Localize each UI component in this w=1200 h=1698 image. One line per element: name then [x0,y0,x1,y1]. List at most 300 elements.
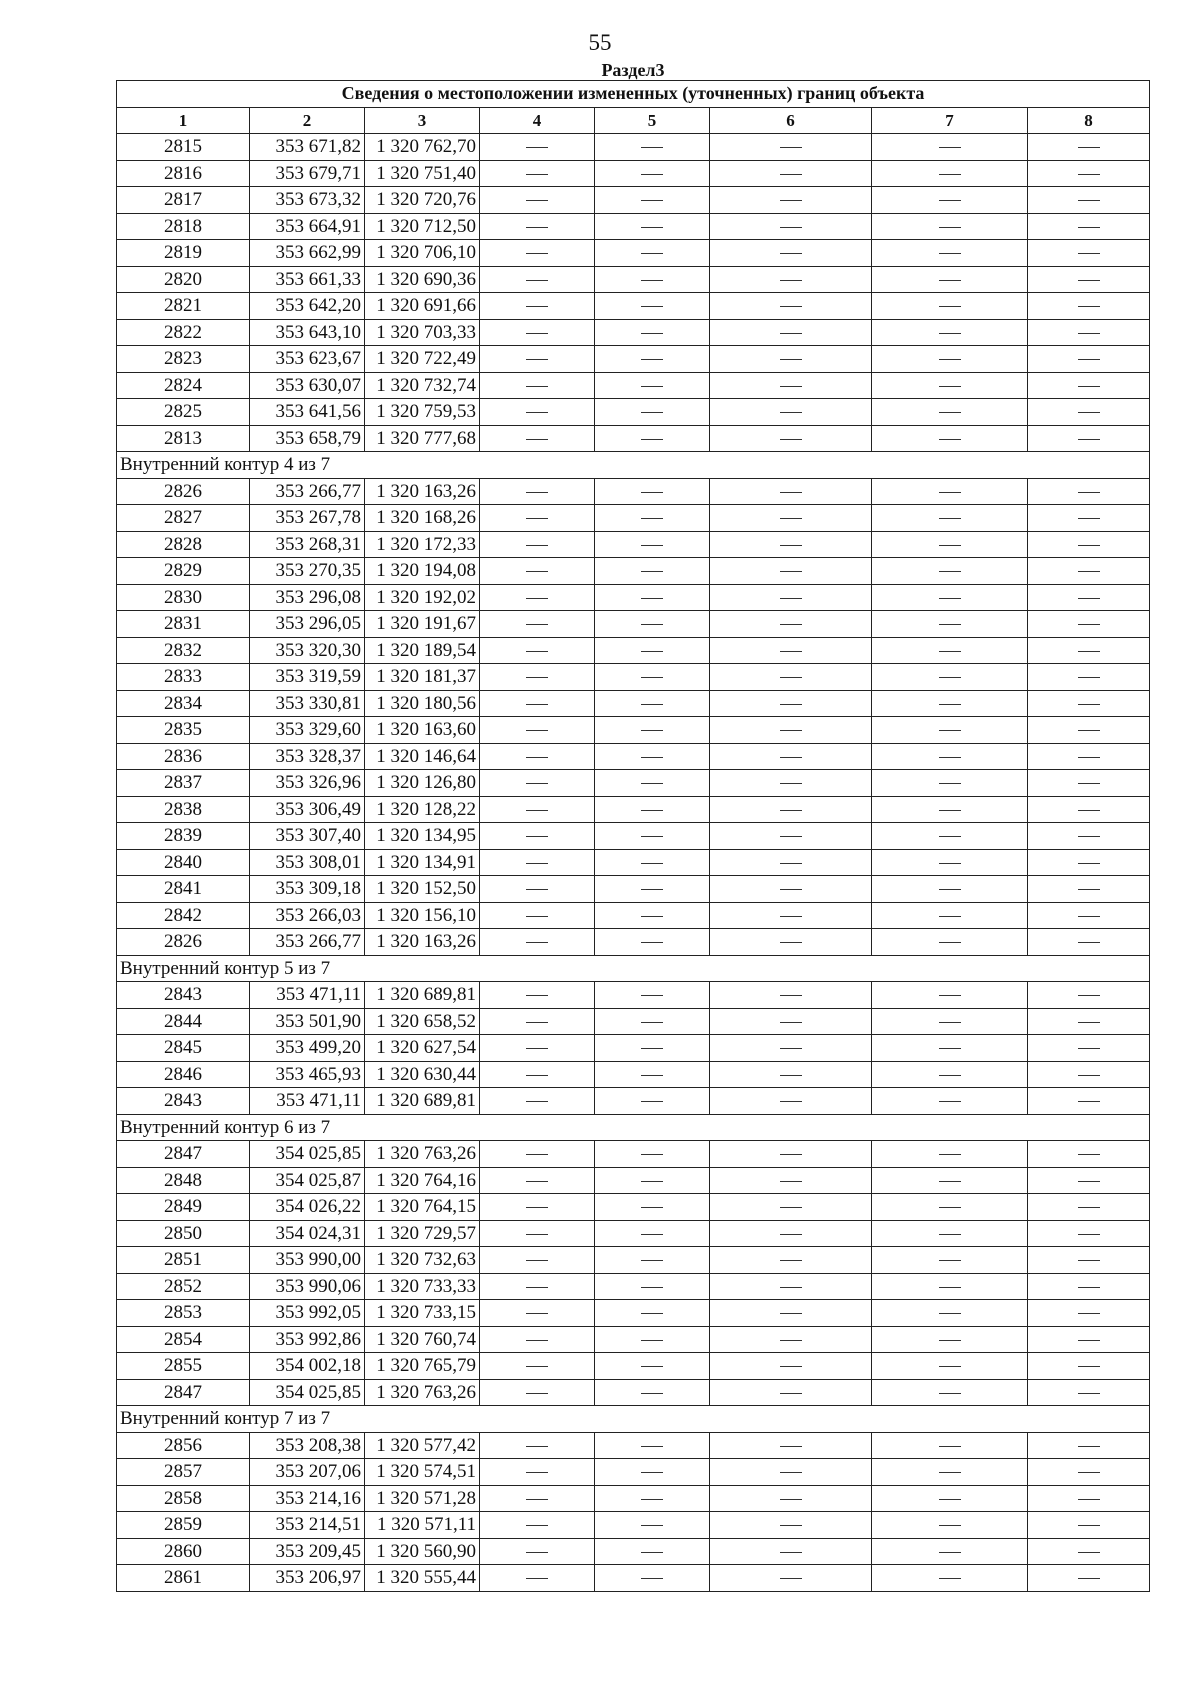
dash-mark [939,1260,961,1261]
dash-mark [1078,1525,1100,1526]
table-row [117,187,1150,214]
empty-value-cell [872,266,1028,293]
empty-value-cell [872,372,1028,399]
empty-value-cell [595,1300,710,1327]
dash-mark [780,1578,802,1579]
empty-value-cell [872,1194,1028,1221]
y-coordinate-cell: 1 320 168,26 [365,505,480,532]
dash-mark [1078,1287,1100,1288]
dash-mark [939,545,961,546]
empty-value-cell [710,266,872,293]
dash-mark [641,280,663,281]
empty-value-cell [710,293,872,320]
empty-value-cell [1028,134,1150,161]
table-row [117,1565,1150,1592]
point-number-cell: 2829 [117,558,250,585]
empty-value-cell [480,876,595,903]
dash-mark [780,1234,802,1235]
y-coordinate-cell: 1 320 765,79 [365,1353,480,1380]
dash-mark [641,1022,663,1023]
empty-value-cell [872,1379,1028,1406]
dash-mark [939,253,961,254]
dash-mark [1078,1393,1100,1394]
empty-value-cell [480,134,595,161]
dash-mark [939,359,961,360]
table-row [117,743,1150,770]
dash-mark [526,704,548,705]
point-number-cell: 2842 [117,902,250,929]
dash-mark [641,147,663,148]
dash-mark [780,227,802,228]
dash-mark [641,1446,663,1447]
table-header-row [117,107,1150,134]
empty-value-cell [710,1273,872,1300]
dash-mark [641,598,663,599]
empty-value-cell [1028,876,1150,903]
dash-mark [526,386,548,387]
point-number-cell: 2816 [117,160,250,187]
empty-value-cell [872,134,1028,161]
empty-value-cell [1028,1141,1150,1168]
empty-value-cell [710,982,872,1009]
empty-value-cell [872,1512,1028,1539]
contour-heading: Внутренний контур 4 из 7 [117,452,1150,479]
dash-mark [780,1340,802,1341]
point-number-cell: 2844 [117,1008,250,1035]
empty-value-cell [872,1008,1028,1035]
dash-mark [939,1472,961,1473]
empty-value-cell [1028,1353,1150,1380]
empty-value-cell [1028,1485,1150,1512]
table-row [117,717,1150,744]
empty-value-cell [872,399,1028,426]
dash-mark [526,412,548,413]
x-coordinate-cell: 353 326,96 [250,770,365,797]
x-coordinate-cell: 353 471,11 [250,982,365,1009]
table-row [117,1379,1150,1406]
column-header: 1 [117,107,250,134]
dash-mark [1078,810,1100,811]
dash-mark [526,1181,548,1182]
empty-value-cell [595,1220,710,1247]
empty-value-cell [1028,611,1150,638]
point-number-cell: 2858 [117,1485,250,1512]
dash-mark [939,1446,961,1447]
dash-mark [526,1048,548,1049]
column-header: 7 [872,107,1028,134]
x-coordinate-cell: 353 664,91 [250,213,365,240]
dash-mark [526,1499,548,1500]
empty-value-cell [1028,1326,1150,1353]
point-number-cell: 2855 [117,1353,250,1380]
dash-mark [780,916,802,917]
dash-mark [1078,280,1100,281]
empty-value-cell [1028,1273,1150,1300]
empty-value-cell [595,1538,710,1565]
point-number-cell: 2831 [117,611,250,638]
dash-mark [526,1154,548,1155]
point-number-cell: 2832 [117,637,250,664]
table-row [117,160,1150,187]
empty-value-cell [480,796,595,823]
empty-value-cell [595,823,710,850]
empty-value-cell [595,505,710,532]
dash-mark [939,651,961,652]
empty-value-cell [480,399,595,426]
point-number-cell: 2815 [117,134,250,161]
point-number-cell: 2847 [117,1141,250,1168]
dash-mark [939,783,961,784]
dash-mark [780,757,802,758]
dash-mark [526,598,548,599]
empty-value-cell [710,319,872,346]
point-number-cell: 2833 [117,664,250,691]
empty-value-cell [872,902,1028,929]
y-coordinate-cell: 1 320 630,44 [365,1061,480,1088]
dash-mark [780,518,802,519]
dash-mark [780,1366,802,1367]
point-number-cell: 2834 [117,690,250,717]
empty-value-cell [872,1326,1028,1353]
empty-value-cell [595,478,710,505]
y-coordinate-cell: 1 320 192,02 [365,584,480,611]
table-row [117,1300,1150,1327]
empty-value-cell [480,1432,595,1459]
empty-value-cell [480,1167,595,1194]
empty-value-cell [480,293,595,320]
dash-mark [1078,651,1100,652]
empty-value-cell [1028,982,1150,1009]
dash-mark [780,730,802,731]
empty-value-cell [1028,478,1150,505]
dash-mark [939,1578,961,1579]
dash-mark [780,1499,802,1500]
empty-value-cell [1028,1220,1150,1247]
empty-value-cell [710,531,872,558]
dash-mark [1078,492,1100,493]
empty-value-cell [872,849,1028,876]
y-coordinate-cell: 1 320 181,37 [365,664,480,691]
empty-value-cell [872,1220,1028,1247]
dash-mark [641,200,663,201]
x-coordinate-cell: 353 207,06 [250,1459,365,1486]
point-number-cell: 2847 [117,1379,250,1406]
empty-value-cell [872,478,1028,505]
empty-value-cell [480,240,595,267]
empty-value-cell [710,1167,872,1194]
dash-mark [780,412,802,413]
empty-value-cell [710,213,872,240]
dash-mark [780,651,802,652]
dash-mark [526,783,548,784]
empty-value-cell [595,1485,710,1512]
dash-mark [939,916,961,917]
empty-value-cell [480,1300,595,1327]
empty-value-cell [710,1300,872,1327]
y-coordinate-cell: 1 320 760,74 [365,1326,480,1353]
point-number-cell: 2859 [117,1512,250,1539]
y-coordinate-cell: 1 320 163,60 [365,717,480,744]
table-row [117,1512,1150,1539]
empty-value-cell [710,1432,872,1459]
dash-mark [526,1393,548,1394]
dash-mark [780,1552,802,1553]
empty-value-cell [710,425,872,452]
table-row [117,346,1150,373]
empty-value-cell [480,1008,595,1035]
x-coordinate-cell: 353 328,37 [250,743,365,770]
dash-mark [1078,1366,1100,1367]
dash-mark [780,492,802,493]
dash-mark [1078,1207,1100,1208]
empty-value-cell [595,1432,710,1459]
dash-mark [939,1075,961,1076]
dash-mark [939,227,961,228]
dash-mark [939,810,961,811]
x-coordinate-cell: 354 025,85 [250,1379,365,1406]
y-coordinate-cell: 1 320 777,68 [365,425,480,452]
point-number-cell: 2860 [117,1538,250,1565]
y-coordinate-cell: 1 320 689,81 [365,982,480,1009]
x-coordinate-cell: 353 661,33 [250,266,365,293]
table-row [117,531,1150,558]
dash-mark [526,545,548,546]
dash-mark [939,730,961,731]
empty-value-cell [872,796,1028,823]
empty-value-cell [872,1353,1028,1380]
table-row [117,929,1150,956]
dash-mark [780,1446,802,1447]
empty-value-cell [872,213,1028,240]
empty-value-cell [480,1459,595,1486]
dash-mark [939,1022,961,1023]
point-number-cell: 2841 [117,876,250,903]
contour-heading-row [117,452,1150,479]
x-coordinate-cell: 353 306,49 [250,796,365,823]
dash-mark [780,1207,802,1208]
contour-heading-row [117,1406,1150,1433]
x-coordinate-cell: 353 658,79 [250,425,365,452]
dash-mark [641,677,663,678]
empty-value-cell [872,558,1028,585]
table-row [117,240,1150,267]
empty-value-cell [872,1061,1028,1088]
dash-mark [526,439,548,440]
empty-value-cell [710,1538,872,1565]
empty-value-cell [480,1379,595,1406]
dash-mark [939,889,961,890]
y-coordinate-cell: 1 320 189,54 [365,637,480,664]
dash-mark [939,704,961,705]
dash-mark [526,810,548,811]
dash-mark [1078,1234,1100,1235]
table-row [117,796,1150,823]
dash-mark [939,757,961,758]
y-coordinate-cell: 1 320 180,56 [365,690,480,717]
empty-value-cell [1028,187,1150,214]
empty-value-cell [595,664,710,691]
dash-mark [526,518,548,519]
dash-mark [1078,995,1100,996]
dash-mark [641,624,663,625]
empty-value-cell [710,1565,872,1592]
table-row [117,611,1150,638]
empty-value-cell [595,558,710,585]
dash-mark [939,1048,961,1049]
empty-value-cell [480,823,595,850]
empty-value-cell [595,1035,710,1062]
empty-value-cell [1028,160,1150,187]
dash-mark [780,571,802,572]
empty-value-cell [872,982,1028,1009]
point-number-cell: 2835 [117,717,250,744]
table-caption-row [117,81,1150,108]
dash-mark [1078,200,1100,201]
dash-mark [1078,1446,1100,1447]
dash-mark [1078,545,1100,546]
empty-value-cell [872,346,1028,373]
empty-value-cell [480,1273,595,1300]
point-number-cell: 2850 [117,1220,250,1247]
point-number-cell: 2838 [117,796,250,823]
x-coordinate-cell: 353 296,08 [250,584,365,611]
empty-value-cell [480,1061,595,1088]
dash-mark [526,492,548,493]
dash-mark [641,1499,663,1500]
column-header: 8 [1028,107,1150,134]
dash-mark [641,1578,663,1579]
y-coordinate-cell: 1 320 555,44 [365,1565,480,1592]
dash-mark [526,651,548,652]
dash-mark [641,757,663,758]
empty-value-cell [872,1141,1028,1168]
table-row [117,1088,1150,1115]
empty-value-cell [872,531,1028,558]
y-coordinate-cell: 1 320 134,95 [365,823,480,850]
empty-value-cell [595,743,710,770]
dash-mark [780,1101,802,1102]
dash-mark [780,359,802,360]
empty-value-cell [480,346,595,373]
empty-value-cell [710,1194,872,1221]
dash-mark [1078,889,1100,890]
dash-mark [641,439,663,440]
dash-mark [641,306,663,307]
empty-value-cell [1028,823,1150,850]
empty-value-cell [872,1565,1028,1592]
dash-mark [526,1234,548,1235]
x-coordinate-cell: 353 671,82 [250,134,365,161]
dash-mark [1078,147,1100,148]
point-number-cell: 2828 [117,531,250,558]
x-coordinate-cell: 353 296,05 [250,611,365,638]
point-number-cell: 2839 [117,823,250,850]
dash-mark [641,704,663,705]
empty-value-cell [595,1459,710,1486]
dash-mark [641,836,663,837]
dash-mark [780,1022,802,1023]
table-row [117,425,1150,452]
y-coordinate-cell: 1 320 571,11 [365,1512,480,1539]
dash-mark [1078,704,1100,705]
point-number-cell: 2823 [117,346,250,373]
table-row [117,584,1150,611]
table-row [117,134,1150,161]
point-number-cell: 2851 [117,1247,250,1274]
empty-value-cell [1028,770,1150,797]
x-coordinate-cell: 354 026,22 [250,1194,365,1221]
y-coordinate-cell: 1 320 733,15 [365,1300,480,1327]
empty-value-cell [480,266,595,293]
empty-value-cell [595,372,710,399]
empty-value-cell [872,160,1028,187]
empty-value-cell [710,1088,872,1115]
dash-mark [526,227,548,228]
dash-mark [641,1525,663,1526]
empty-value-cell [710,849,872,876]
dash-mark [526,280,548,281]
dash-mark [641,783,663,784]
x-coordinate-cell: 353 679,71 [250,160,365,187]
empty-value-cell [480,690,595,717]
table-row [117,637,1150,664]
y-coordinate-cell: 1 320 759,53 [365,399,480,426]
empty-value-cell [480,982,595,1009]
point-number-cell: 2856 [117,1432,250,1459]
dash-mark [780,386,802,387]
empty-value-cell [595,929,710,956]
empty-value-cell [872,1538,1028,1565]
point-number-cell: 2821 [117,293,250,320]
empty-value-cell [710,876,872,903]
dash-mark [526,836,548,837]
empty-value-cell [872,425,1028,452]
y-coordinate-cell: 1 320 690,36 [365,266,480,293]
dash-mark [1078,836,1100,837]
dash-mark [1078,1472,1100,1473]
dash-mark [526,1525,548,1526]
column-header: 5 [595,107,710,134]
dash-mark [780,306,802,307]
empty-value-cell [480,558,595,585]
empty-value-cell [1028,796,1150,823]
empty-value-cell [480,505,595,532]
empty-value-cell [480,531,595,558]
dash-mark [526,1207,548,1208]
empty-value-cell [710,1008,872,1035]
contour-heading: Внутренний контур 5 из 7 [117,955,1150,982]
dash-mark [526,757,548,758]
empty-value-cell [710,1379,872,1406]
empty-value-cell [595,1353,710,1380]
empty-value-cell [1028,1300,1150,1327]
y-coordinate-cell: 1 320 703,33 [365,319,480,346]
dash-mark [526,1075,548,1076]
point-number-cell: 2820 [117,266,250,293]
dash-mark [1078,1022,1100,1023]
dash-mark [641,253,663,254]
dash-mark [526,677,548,678]
table-row [117,1432,1150,1459]
dash-mark [1078,916,1100,917]
empty-value-cell [710,823,872,850]
dash-mark [780,439,802,440]
empty-value-cell [480,1141,595,1168]
table-row [117,1538,1150,1565]
dash-mark [780,147,802,148]
y-coordinate-cell: 1 320 194,08 [365,558,480,585]
empty-value-cell [1028,1538,1150,1565]
